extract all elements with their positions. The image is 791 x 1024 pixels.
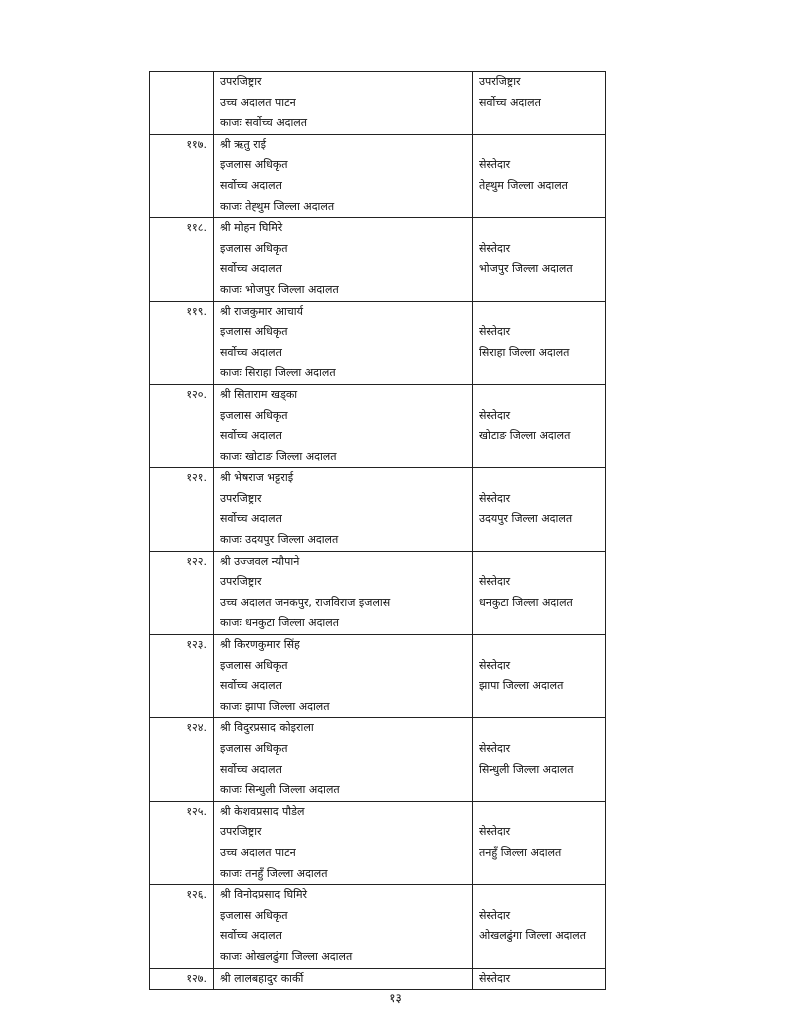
current-post-line: इजलास अधिकृत xyxy=(220,408,288,422)
current-post-line: इजलास अधिकृत xyxy=(220,658,288,672)
serial-number-cell xyxy=(150,885,214,968)
document-page xyxy=(149,71,605,990)
new-post-line: सेस्तेदार xyxy=(479,742,511,755)
current-post-line: काजः सिराहा जिल्ला अदालत xyxy=(220,366,336,380)
table-row xyxy=(150,551,606,634)
new-post-line: उपरजिष्ट्रार xyxy=(479,75,521,88)
new-post-cell xyxy=(473,718,606,801)
serial-number-cell xyxy=(150,134,214,217)
new-post-cell xyxy=(473,468,606,551)
page-number: १३ xyxy=(389,991,402,1005)
new-post-cell xyxy=(473,801,606,884)
current-post-line: श्री ऋतु राई xyxy=(220,137,267,151)
table-row xyxy=(150,885,606,968)
new-post-line: तनहुँ जिल्ला अदालत xyxy=(479,845,562,859)
new-post-line: सेस्तेदार xyxy=(479,325,511,339)
serial-number: १२३. xyxy=(186,638,207,652)
new-post-line: सेस्तेदार xyxy=(479,491,511,505)
current-post-cell xyxy=(214,551,473,634)
transfer-table-body xyxy=(150,72,606,990)
current-post-line: काजः सिन्धुली जिल्ला अदालत xyxy=(220,783,340,797)
current-post-cell xyxy=(214,801,473,884)
serial-number: १२६. xyxy=(186,888,207,902)
current-post-cell xyxy=(214,384,473,467)
current-post-line: उपरजिष्ट्रार xyxy=(220,491,262,505)
new-post-cell xyxy=(473,635,606,718)
current-post-line: काजः तनहुँ जिल्ला अदालत xyxy=(220,866,328,880)
current-post-line: इजलास अधिकृत xyxy=(220,241,288,255)
new-post-line: भोजपुर जिल्ला अदालत xyxy=(479,262,573,276)
new-post-cell xyxy=(473,72,606,135)
current-post-line: उच्च अदालत जनकपुर, राजविराज इजलास xyxy=(220,595,391,609)
serial-number: १२५. xyxy=(186,804,207,818)
table-row xyxy=(150,218,606,301)
current-post-line: काजः भोजपुर जिल्ला अदालत xyxy=(220,282,339,296)
serial-number-cell xyxy=(150,968,214,990)
current-post-line: श्री किरणकुमार सिंह xyxy=(220,638,300,652)
current-post-line: सर्वोच्च अदालत xyxy=(220,429,282,443)
current-post-line: श्री मोहन घिमिरे xyxy=(220,221,283,235)
new-post-line: सिराहा जिल्ला अदालत xyxy=(479,345,570,359)
new-post-cell xyxy=(473,301,606,384)
current-post-line: सर्वोच्च अदालत xyxy=(220,262,282,276)
current-post-line: श्री केशवप्रसाद पौडेल xyxy=(220,804,305,818)
current-post-line: उपरजिष्ट्रार xyxy=(220,825,262,839)
new-post-cell xyxy=(473,885,606,968)
new-post-cell xyxy=(473,968,606,990)
current-post-line: काजः तेह्थुम जिल्ला अदालत xyxy=(220,199,335,213)
serial-number-cell xyxy=(150,384,214,467)
new-post-cell xyxy=(473,551,606,634)
table-row xyxy=(150,635,606,718)
current-post-line: सर्वोच्च अदालत xyxy=(220,345,282,359)
current-post-line: सर्वोच्च अदालत xyxy=(220,178,282,192)
transfer-table xyxy=(149,71,606,990)
current-post-line: काजः झापा जिल्ला अदालत xyxy=(220,699,330,713)
current-post-line: श्री भेषराज भट्टराई xyxy=(220,471,294,485)
new-post-cell xyxy=(473,218,606,301)
serial-number-cell xyxy=(150,635,214,718)
current-post-line: श्री विनोदप्रसाद घिमिरे xyxy=(220,888,308,902)
current-post-line: इजलास अधिकृत xyxy=(220,908,288,922)
new-post-line: धनकुटा जिल्ला अदालत xyxy=(479,595,573,609)
table-row xyxy=(150,72,606,135)
current-post-line: सर्वोच्च अदालत xyxy=(220,762,282,776)
current-post-line: उच्च अदालत पाटन xyxy=(220,845,296,859)
new-post-line: खोटाङ जिल्ला अदालत xyxy=(479,429,571,443)
current-post-line: श्री राजकुमार आचार्य xyxy=(220,304,303,318)
new-post-line: सिन्धुली जिल्ला अदालत xyxy=(479,762,574,776)
serial-number-cell xyxy=(150,301,214,384)
serial-number-cell xyxy=(150,551,214,634)
new-post-line: सेस्तेदार xyxy=(479,825,511,839)
current-post-line: श्री विदुरप्रसाद कोइराला xyxy=(220,721,314,735)
serial-number: ११७. xyxy=(186,137,207,151)
current-post-cell xyxy=(214,468,473,551)
current-post-line: उपरजिष्ट्रार xyxy=(220,75,262,88)
current-post-line: काजः धनकुटा जिल्ला अदालत xyxy=(220,616,339,630)
serial-number: १२४. xyxy=(186,721,207,735)
new-post-line: उदयपुर जिल्ला अदालत xyxy=(479,512,573,526)
current-post-cell xyxy=(214,718,473,801)
new-post-line: सेस्तेदार xyxy=(479,908,511,922)
current-post-line: श्री सिताराम खड्का xyxy=(220,387,298,401)
serial-number: १२७. xyxy=(186,971,207,985)
new-post-line: झापा जिल्ला अदालत xyxy=(479,679,564,693)
table-row xyxy=(150,468,606,551)
serial-number: १२०. xyxy=(186,387,207,401)
current-post-line: सर्वोच्च अदालत xyxy=(220,929,282,943)
table-row xyxy=(150,801,606,884)
current-post-line: उच्च अदालत पाटन xyxy=(220,95,296,109)
new-post-line: सेस्तेदार xyxy=(479,408,511,422)
current-post-line: इजलास अधिकृत xyxy=(220,325,288,339)
new-post-line: सेस्तेदार xyxy=(479,575,511,589)
current-post-line: इजलास अधिकृत xyxy=(220,158,288,172)
serial-number-cell xyxy=(150,801,214,884)
new-post-line: सेस्तेदार xyxy=(479,658,511,672)
new-post-line: सर्वोच्च अदालत xyxy=(479,95,541,109)
new-post-line: सेस्तेदार xyxy=(479,241,511,255)
new-post-line: सेस्तेदार xyxy=(479,158,511,172)
new-post-cell xyxy=(473,134,606,217)
current-post-line: सर्वोच्च अदालत xyxy=(220,512,282,526)
serial-number-cell xyxy=(150,468,214,551)
current-post-line: श्री लालबहादुर कार्की xyxy=(220,971,304,985)
current-post-cell xyxy=(214,301,473,384)
serial-number: १२१. xyxy=(186,471,207,485)
current-post-line: इजलास अधिकृत xyxy=(220,742,288,755)
new-post-line: ओखलढुंगा जिल्ला अदालत xyxy=(479,929,587,943)
current-post-line: सर्वोच्च अदालत xyxy=(220,679,282,693)
serial-number-cell xyxy=(150,72,214,135)
current-post-cell xyxy=(214,968,473,990)
serial-number-cell xyxy=(150,218,214,301)
new-post-line: तेह्थुम जिल्ला अदालत xyxy=(479,178,568,192)
current-post-line: श्री उज्जवल न्यौपाने xyxy=(220,554,300,568)
current-post-line: काजः सर्वोच्च अदालत xyxy=(220,116,308,130)
new-post-line: सेस्तेदार xyxy=(479,971,511,985)
serial-number: ११८. xyxy=(186,221,207,235)
table-row xyxy=(150,968,606,990)
current-post-cell xyxy=(214,885,473,968)
serial-number-cell xyxy=(150,718,214,801)
serial-number: ११९. xyxy=(186,304,207,318)
current-post-cell xyxy=(214,72,473,135)
current-post-cell xyxy=(214,134,473,217)
table-row xyxy=(150,718,606,801)
current-post-line: काजः उदयपुर जिल्ला अदालत xyxy=(220,533,339,547)
new-post-cell xyxy=(473,384,606,467)
current-post-line: काजः ओखलढुंगा जिल्ला अदालत xyxy=(220,949,353,963)
table-row xyxy=(150,134,606,217)
current-post-line: उपरजिष्ट्रार xyxy=(220,575,262,589)
serial-number: १२२. xyxy=(186,554,207,568)
current-post-cell xyxy=(214,635,473,718)
table-row xyxy=(150,384,606,467)
current-post-line: काजः खोटाङ जिल्ला अदालत xyxy=(220,449,337,463)
current-post-cell xyxy=(214,218,473,301)
table-row xyxy=(150,301,606,384)
